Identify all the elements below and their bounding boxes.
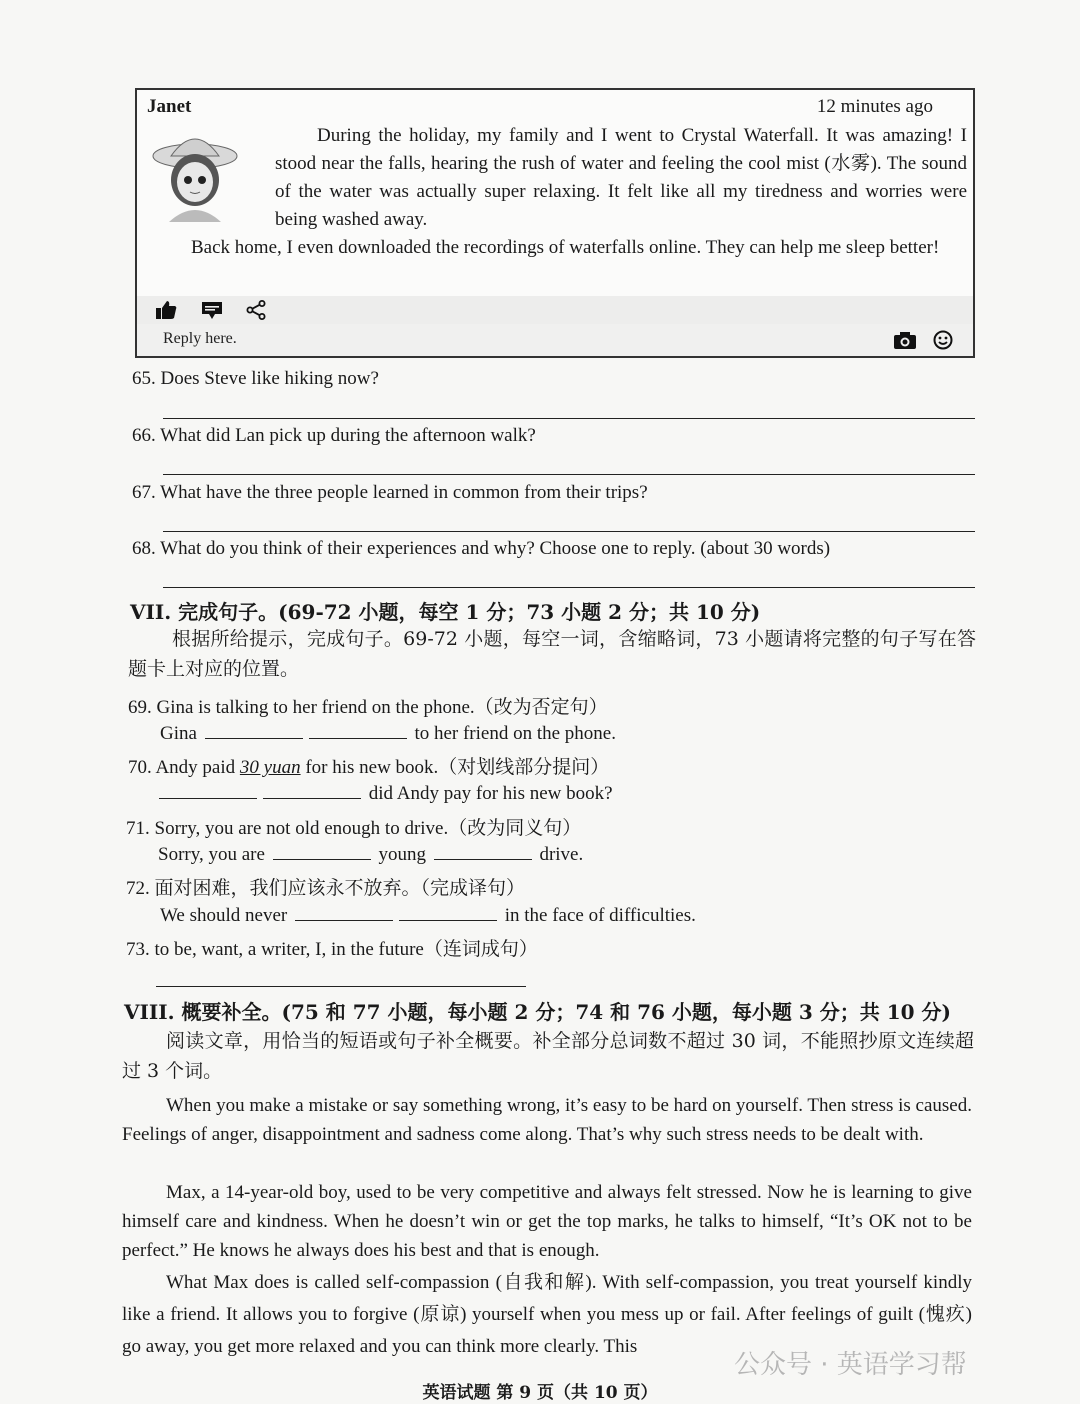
- underlined-text: 30 yuan: [239, 757, 301, 778]
- reply-box[interactable]: [137, 324, 973, 356]
- blank-70-1[interactable]: [159, 782, 257, 799]
- section-8-title: VIII. 概要补全。(75 和 77 小题，每小题 2 分；74 和 76 小题，每小题 3 分；共 10 分): [124, 1000, 951, 1024]
- answer-line-73[interactable]: [156, 986, 526, 987]
- question-69-answer: Gina to her friend on the phone.: [160, 723, 616, 744]
- blank-72-2[interactable]: [399, 904, 497, 921]
- question-68: 68. What do you think of their experiences and why? Choose one to reply. (about 30 words): [132, 538, 831, 559]
- post-paragraph-1: During the holiday, my family and I went to Crystal Waterfall. It was amazing! I stood near the falls, hearing the rush of water and feeling the cool mist (水雾). The sound of the water was actually super relaxing. It felt like all my tiredness and worries were being washed away.: [275, 125, 967, 230]
- question-73: 73. to be, want, a writer, I, in the future（连词成句）: [126, 939, 538, 960]
- post-card: [135, 88, 975, 358]
- blank-71-1[interactable]: [273, 843, 371, 860]
- section-7-title: VII. 完成句子。(69-72 小题，每空 1 分；73 小题 2 分；共 10 分): [130, 600, 761, 624]
- section-7-instructions: 根据所给提示，完成句子。69-72 小题，每空一词，含缩略词，73 小题请将完整的句子写在答题卡上对应的位置。: [128, 628, 976, 680]
- passage-paragraph-3: What Max does is called self-compassion (自我和解). With self-compassion, you treat yourself kindly like a friend. It allows you to forgive (原谅) yourself when you mess up or fail. After feelings of guilt (愧疚) go away, you get more relaxed and you can think more clearly. This: [122, 1272, 972, 1357]
- question-70-answer: did Andy pay for his new book?: [156, 782, 613, 805]
- post-actions-bar: [137, 296, 973, 324]
- blank-70-2[interactable]: [263, 782, 361, 799]
- question-71-answer: Sorry, you are young drive.: [158, 844, 584, 865]
- watermark: 公众号 · 英语学习帮: [734, 1350, 967, 1380]
- post-paragraph-2: Back home, I even downloaded the recordings of waterfalls online. They can help me sleep better!: [191, 237, 940, 258]
- blank-71-2[interactable]: [434, 843, 532, 860]
- section-8-instructions: 阅读文章，用恰当的短语或句子补全概要。补全部分总词数不超过 30 词，不能照抄原文连续超过 3 个词。: [122, 1030, 974, 1082]
- passage-paragraph-1: When you make a mistake or say something wrong, it’s easy to be hard on yourself. Then stress is caused. Feelings of anger, disappointment and sadness come along. That’s why such stress needs to be dealt with.: [122, 1095, 972, 1145]
- blank-72-1[interactable]: [295, 904, 393, 921]
- post-author: Janet: [147, 96, 192, 117]
- post-time: 12 minutes ago: [816, 96, 933, 117]
- reply-input[interactable]: Reply here.: [163, 330, 237, 347]
- question-72: 72. 面对困难，我们应该永不放弃。（完成译句）: [126, 878, 526, 899]
- question-66: 66. What did Lan pick up during the afternoon walk?: [132, 425, 536, 446]
- question-65: 65. Does Steve like hiking now?: [132, 368, 379, 389]
- answer-line-68[interactable]: [163, 587, 975, 588]
- answer-line-66[interactable]: [163, 474, 975, 475]
- blank-69-2[interactable]: [309, 722, 407, 739]
- blank-69-1[interactable]: [205, 722, 303, 739]
- question-67: 67. What have the three people learned in common from their trips?: [132, 482, 648, 503]
- thumbs-up-icon[interactable]: [155, 300, 177, 320]
- camera-icon[interactable]: [893, 330, 917, 350]
- share-icon[interactable]: [245, 300, 267, 320]
- answer-line-65[interactable]: [163, 418, 975, 419]
- answer-line-67[interactable]: [163, 531, 975, 532]
- passage-paragraph-2: Max, a 14-year-old boy, used to be very competitive and always felt stressed. Now he is learning to give himself care and kindness. When he doesn’t win or get the top marks, he talks to himself, “It’s OK not to be perfect.” He knows he always does his best and that is enough.: [122, 1182, 972, 1261]
- question-70: 70. Andy paid 30 yuan for his new book.（对划线部分提问）: [128, 757, 610, 778]
- question-69: 69. Gina is talking to her friend on the phone.（改为否定句）: [128, 697, 608, 718]
- comment-icon[interactable]: [201, 300, 223, 320]
- page-footer: 英语试题 第 9 页（共 10 页）: [422, 1383, 658, 1403]
- emoji-icon[interactable]: [933, 330, 953, 350]
- avatar: [149, 126, 241, 222]
- question-71: 71. Sorry, you are not old enough to drive.（改为同义句）: [126, 818, 582, 839]
- question-72-answer: We should never in the face of difficulties.: [160, 905, 696, 926]
